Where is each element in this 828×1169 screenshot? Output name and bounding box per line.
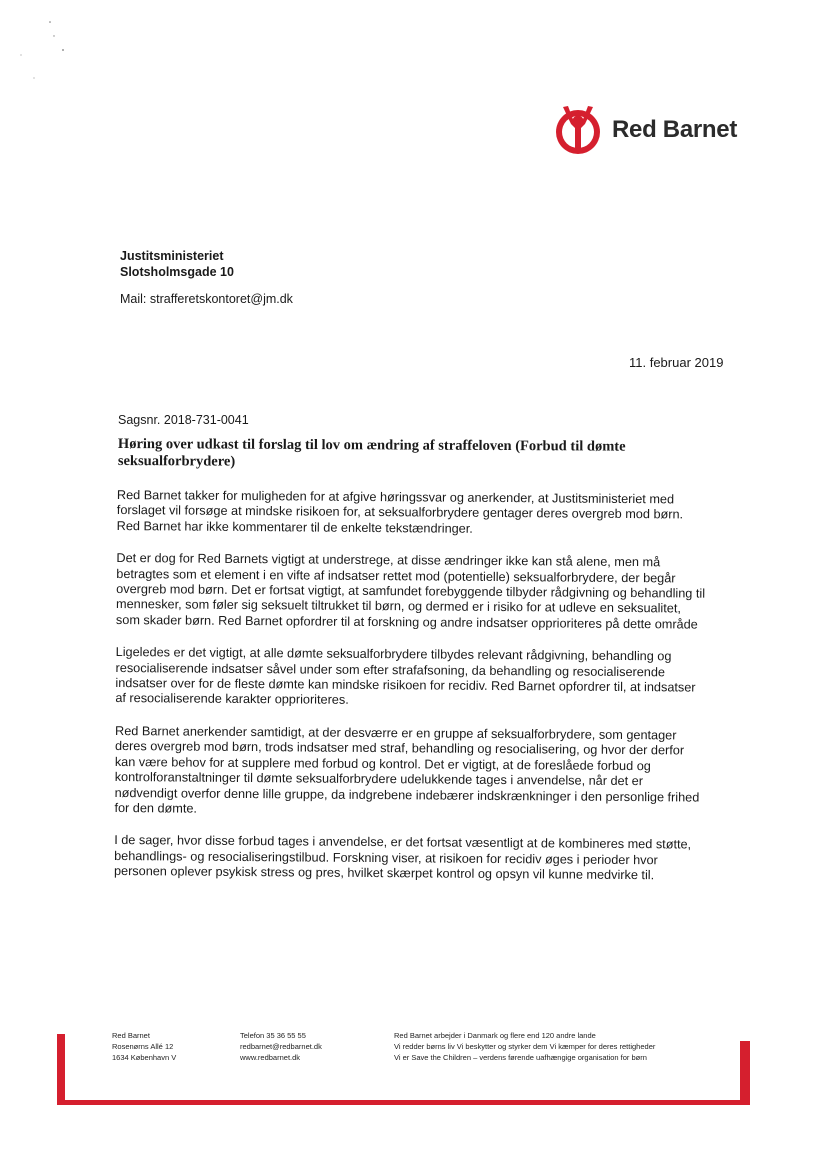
footer-email: redbarnet@redbarnet.dk xyxy=(240,1042,322,1051)
footer-mission-line: Vi er Save the Children – verdens førende uafhængige organisation for børn xyxy=(394,1053,647,1062)
footer-mission-line: Vi redder børns liv Vi beskytter og styrker dem Vi kæmper for deres rettigheder xyxy=(394,1042,656,1051)
case-number: Sagsnr. 2018-731-0041 xyxy=(118,413,249,427)
letter-title: Høring over udkast til forslag til lov om ændring af straffeloven (Forbud til dømte seksualforbrydere) xyxy=(117,436,626,470)
footer-mission xyxy=(394,1030,724,1063)
footer-city: 1634 København V xyxy=(112,1053,177,1062)
footer-right-border xyxy=(740,1041,750,1105)
footer-street: Rosenørns Allé 12 xyxy=(112,1042,174,1051)
recipient-street: Slotsholmsgade 10 xyxy=(120,265,234,279)
paragraph: I de sager, hvor disse forbud tages i anvendelse, er det fortsat væsentligt at de kombineres med støtte, behandlings- og resocialiseringstilbud. Forskning viser, at risikoen for recidiv øges i perioder hvor personen oplever psykisk stress og pres, hvilket skærpet kontrol og opsyn vil kunne medvirke til. xyxy=(113,833,692,883)
footer-bottom-border xyxy=(57,1100,750,1105)
logo-text: Red Barnet xyxy=(612,116,738,143)
recipient-mail: Mail: strafferetskontoret@jm.dk xyxy=(120,292,293,306)
paragraph: Red Barnet takker for muligheden for at afgive høringssvar og anerkender, at Justitsministeriet med forslaget vil forsøge at mindske risikoen for, at seksualforbrydere gentager deres overgreb mod børn. Red Barnet har ikke kommentarer til de enkelte tekstændringer. xyxy=(116,488,684,536)
recipient-address xyxy=(120,248,234,280)
red-barnet-child-icon xyxy=(554,103,604,157)
letter-date: 11. februar 2019 xyxy=(629,355,724,370)
footer-contact xyxy=(240,1030,322,1063)
footer-address xyxy=(112,1030,176,1063)
paragraph: Red Barnet anerkender samtidigt, at der desværre er en gruppe af seksualforbrydere, som gentager deres overgreb mod børn, trods indsatser med straf, behandling og resocialisering, og hvor der derfor kan være behov for at supplere med forbud og kontrol. Det er vigtigt, at de foreslåede forbud og kontrolforanstaltninger til dømte seksualforbrydere udelukkende tages i anvendelse, når det er nødvendigt overfor denne lille gruppe, da indgrebene indebærer indskrænkninger i den personlige frihed for den dømte. xyxy=(114,723,700,816)
footer-website: www.redbarnet.dk xyxy=(240,1053,301,1062)
scan-specks xyxy=(0,0,828,200)
footer-org-name: Red Barnet xyxy=(112,1031,150,1040)
letter-body xyxy=(114,488,707,901)
footer-phone: Telefon 35 36 55 55 xyxy=(240,1031,306,1040)
footer-left-border xyxy=(57,1034,65,1104)
footer-mission-line: Red Barnet arbejder i Danmark og flere end 120 andre lande xyxy=(394,1031,596,1040)
red-barnet-logo xyxy=(554,103,737,157)
recipient-name: Justitsministeriet xyxy=(120,249,224,263)
paragraph: Det er dog for Red Barnets vigtigt at understrege, at disse ændringer ikke kan stå alene, men må betragtes som et element i en vifte af indsatser rettet mod (potentielle) seksualforbrydere, der begår overgreb mod børn. Det er fortsat vigtigt, at samfundet forebyggende tilbyder rådgivning og behandling til mennesker, som føler sig seksuelt tiltrukket til børn, og dermed er i risiko for at udleve en seksualitet, som skader børn. Red Barnet opfordrer til at forskning og andre indsatser opprioriteres på dette område xyxy=(115,551,706,632)
paragraph: Ligeledes er det vigtigt, at alle dømte seksualforbrydere tilbydes relevant rådgivning, behandling og resocialiserende indsatser såvel under som efter strafafsoning, da behandling og resocialiserende indsatser over for de fleste dømte kan mindske risikoen for recidiv. Red Barnet opfordrer til, at indsatser af resocialiserende karakter opprioriteres. xyxy=(115,645,696,708)
